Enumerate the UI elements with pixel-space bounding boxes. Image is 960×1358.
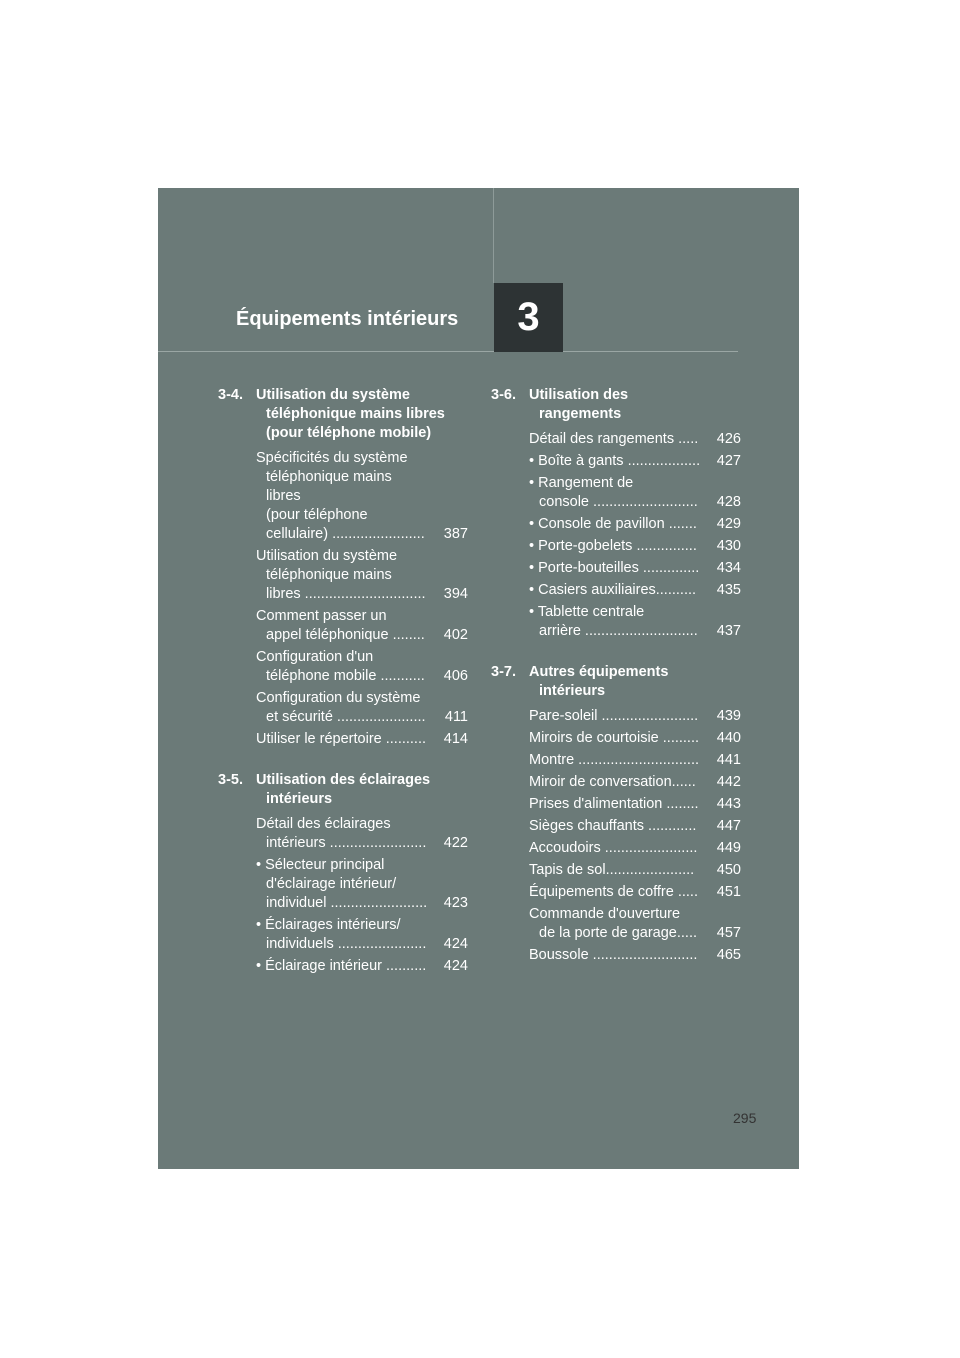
toc-column-right: [491, 386, 741, 987]
toc-entry-page: 450: [716, 862, 741, 878]
toc-entry[interactable]: [529, 729, 741, 748]
toc-entry-line: Tapis de sol......................: [529, 862, 695, 878]
toc-entry-line: Utilisation du système: [256, 548, 398, 564]
toc-entry-line: Accoudoirs .......................: [529, 840, 698, 856]
section-heading[interactable]: [491, 663, 741, 701]
section-title-line: rangements: [539, 406, 622, 422]
toc-entry-page: 440: [716, 730, 741, 746]
toc-entry[interactable]: [529, 883, 741, 902]
toc-entry-line: Prises d'alimentation ........: [529, 796, 699, 812]
toc-entry[interactable]: [256, 815, 468, 853]
toc-entry-page: 414: [443, 731, 468, 747]
toc-entry[interactable]: [529, 559, 741, 578]
section-number: 3-7.: [491, 664, 516, 680]
section-title-line: Utilisation du système: [256, 387, 410, 403]
toc-entry-line: téléphonique mains: [266, 567, 392, 583]
toc-entry-line: Miroirs de courtoisie .........: [529, 730, 700, 746]
toc-entry[interactable]: [529, 474, 741, 512]
toc-entry-line: • Éclairages intérieurs/: [256, 917, 401, 933]
toc-entry[interactable]: [529, 751, 741, 770]
toc-entry[interactable]: [256, 689, 468, 727]
section-number: 3-4.: [218, 387, 243, 403]
chapter-title: Équipements intérieurs: [236, 308, 459, 330]
toc-entry[interactable]: [529, 581, 741, 600]
toc-entry-page: 424: [443, 958, 468, 974]
toc-column-left: [218, 386, 468, 998]
toc-entry-line: individuels ......................: [266, 936, 427, 952]
toc-entry-line: • Console de pavillon .......: [529, 516, 697, 532]
toc-entry[interactable]: [529, 946, 741, 965]
toc-entry-line: appel téléphonique ........: [266, 627, 425, 643]
section-title-line: téléphonique mains libres: [266, 406, 445, 422]
toc-entry-line: Comment passer un: [256, 608, 387, 624]
section-heading[interactable]: [218, 771, 468, 809]
section-title-line: (pour téléphone mobile): [266, 425, 432, 441]
section-title-line: Utilisation des: [529, 387, 629, 403]
toc-entry-page: 428: [716, 494, 741, 510]
toc-entry-page: 437: [716, 623, 741, 639]
toc-entry[interactable]: [529, 515, 741, 534]
toc-entry-line: arrière ............................: [539, 623, 698, 639]
toc-entry[interactable]: [529, 537, 741, 556]
toc-entry-page: 434: [716, 560, 741, 576]
toc-entry-line: (pour téléphone: [266, 507, 368, 523]
toc-entry-line: • Rangement de: [529, 475, 634, 491]
section-number: 3-6.: [491, 387, 516, 403]
toc-entry-page: 443: [716, 796, 741, 812]
toc-entry-line: • Porte-gobelets ...............: [529, 538, 697, 554]
toc-entry[interactable]: [256, 957, 468, 976]
toc-entry-line: Commande d'ouverture: [529, 906, 681, 922]
divider-vertical: [493, 188, 494, 283]
toc-entry-page: 441: [716, 752, 741, 768]
section-number: 3-5.: [218, 772, 243, 788]
toc-entry-page: 451: [716, 884, 741, 900]
toc-entry[interactable]: [529, 773, 741, 792]
toc-entry-page: 427: [716, 453, 741, 469]
toc-entry-line: d'éclairage intérieur/: [266, 876, 397, 892]
toc-entry-line: • Porte-bouteilles ..............: [529, 560, 700, 576]
toc-entry-line: • Éclairage intérieur ..........: [256, 958, 427, 974]
section-heading[interactable]: [218, 386, 468, 443]
toc-entry[interactable]: [256, 547, 468, 604]
section-title-line: Utilisation des éclairages: [256, 772, 431, 788]
toc-entry-line: Configuration du système: [256, 690, 421, 706]
toc-entry-page: 442: [716, 774, 741, 790]
toc-entry[interactable]: [256, 607, 468, 645]
toc-entry-page: 402: [443, 627, 468, 643]
toc-entry-page: 447: [716, 818, 741, 834]
toc-entry-page: 423: [443, 895, 468, 911]
section-title-line: intérieurs: [266, 791, 333, 807]
toc-entry[interactable]: [529, 839, 741, 858]
toc-entry[interactable]: [529, 603, 741, 641]
toc-entry-page: 435: [716, 582, 741, 598]
toc-entry[interactable]: [529, 861, 741, 880]
toc-entry-line: Utiliser le répertoire ..........: [256, 731, 427, 747]
toc-entry-page: 457: [716, 925, 741, 941]
toc-entry-line: Équipements de coffre .....: [529, 884, 698, 900]
toc-entry-page: 424: [443, 936, 468, 952]
toc-entry[interactable]: [529, 905, 741, 943]
toc-entry-line: console ..........................: [539, 494, 698, 510]
toc-entry-page: 465: [716, 947, 741, 963]
toc-entry[interactable]: [529, 430, 741, 449]
toc-entry-line: téléphone mobile ...........: [266, 668, 425, 684]
toc-entry-page: 387: [443, 526, 468, 542]
chapter-panel: [158, 188, 799, 1169]
toc-section: [218, 771, 468, 976]
toc-entry-line: • Sélecteur principal: [256, 857, 385, 873]
toc-entry-line: Détail des rangements .....: [529, 431, 699, 447]
toc-entry[interactable]: [256, 730, 468, 749]
toc-entry[interactable]: [529, 452, 741, 471]
toc-entry-line: • Boîte à gants ..................: [529, 453, 701, 469]
toc-entry-line: de la porte de garage.....: [539, 925, 697, 941]
divider-horizontal: [158, 351, 738, 352]
toc-entry-page: 439: [716, 708, 741, 724]
toc-entry[interactable]: [256, 916, 468, 954]
toc-section: [491, 663, 741, 965]
toc-entry-line: cellulaire) .......................: [266, 526, 425, 542]
toc-entry-line: Configuration d'un: [256, 649, 374, 665]
toc-entry[interactable]: [529, 817, 741, 836]
section-title-line: intérieurs: [539, 683, 606, 699]
section-title-line: Autres équipements: [529, 664, 669, 680]
toc-entry-page: 426: [716, 431, 741, 447]
toc-entry-page: 394: [443, 586, 468, 602]
toc-entry-line: Sièges chauffants ............: [529, 818, 697, 834]
toc-entry-line: et sécurité ......................: [266, 709, 426, 725]
toc-entry-page: 422: [443, 835, 468, 851]
section-heading[interactable]: [491, 386, 741, 424]
page-number: 295: [733, 1110, 757, 1126]
toc-entry-page: 430: [716, 538, 741, 554]
toc-entry[interactable]: [529, 707, 741, 726]
toc-entry-line: intérieurs ........................: [266, 835, 427, 851]
toc-entry[interactable]: [256, 648, 468, 686]
toc-section: [491, 386, 741, 641]
toc-entry-line: • Casiers auxiliaires..........: [529, 582, 697, 598]
toc-entry-line: téléphonique mains libres: [266, 469, 392, 504]
toc-entry-page: 411: [444, 709, 468, 725]
toc-entry-line: Boussole ..........................: [529, 947, 698, 963]
toc-entry-line: Miroir de conversation......: [529, 774, 696, 790]
toc-entry-page: 406: [443, 668, 468, 684]
toc-entry[interactable]: [256, 449, 468, 544]
toc-entry-page: 449: [716, 840, 741, 856]
toc-entry-line: • Tablette centrale: [529, 604, 645, 620]
toc-entry[interactable]: [529, 795, 741, 814]
toc-section: [218, 386, 468, 749]
toc-entry[interactable]: [256, 856, 468, 913]
toc-entry-line: Montre ..............................: [529, 752, 700, 768]
toc-entry-line: Pare-soleil ........................: [529, 708, 699, 724]
toc-entry-line: individuel ........................: [266, 895, 428, 911]
toc-entry-line: Détail des éclairages: [256, 816, 391, 832]
toc-entry-line: Spécificités du système: [256, 450, 408, 466]
chapter-number-badge: 3: [494, 283, 563, 352]
toc-entry-line: libres ..............................: [266, 586, 426, 602]
toc-entry-page: 429: [716, 516, 741, 532]
